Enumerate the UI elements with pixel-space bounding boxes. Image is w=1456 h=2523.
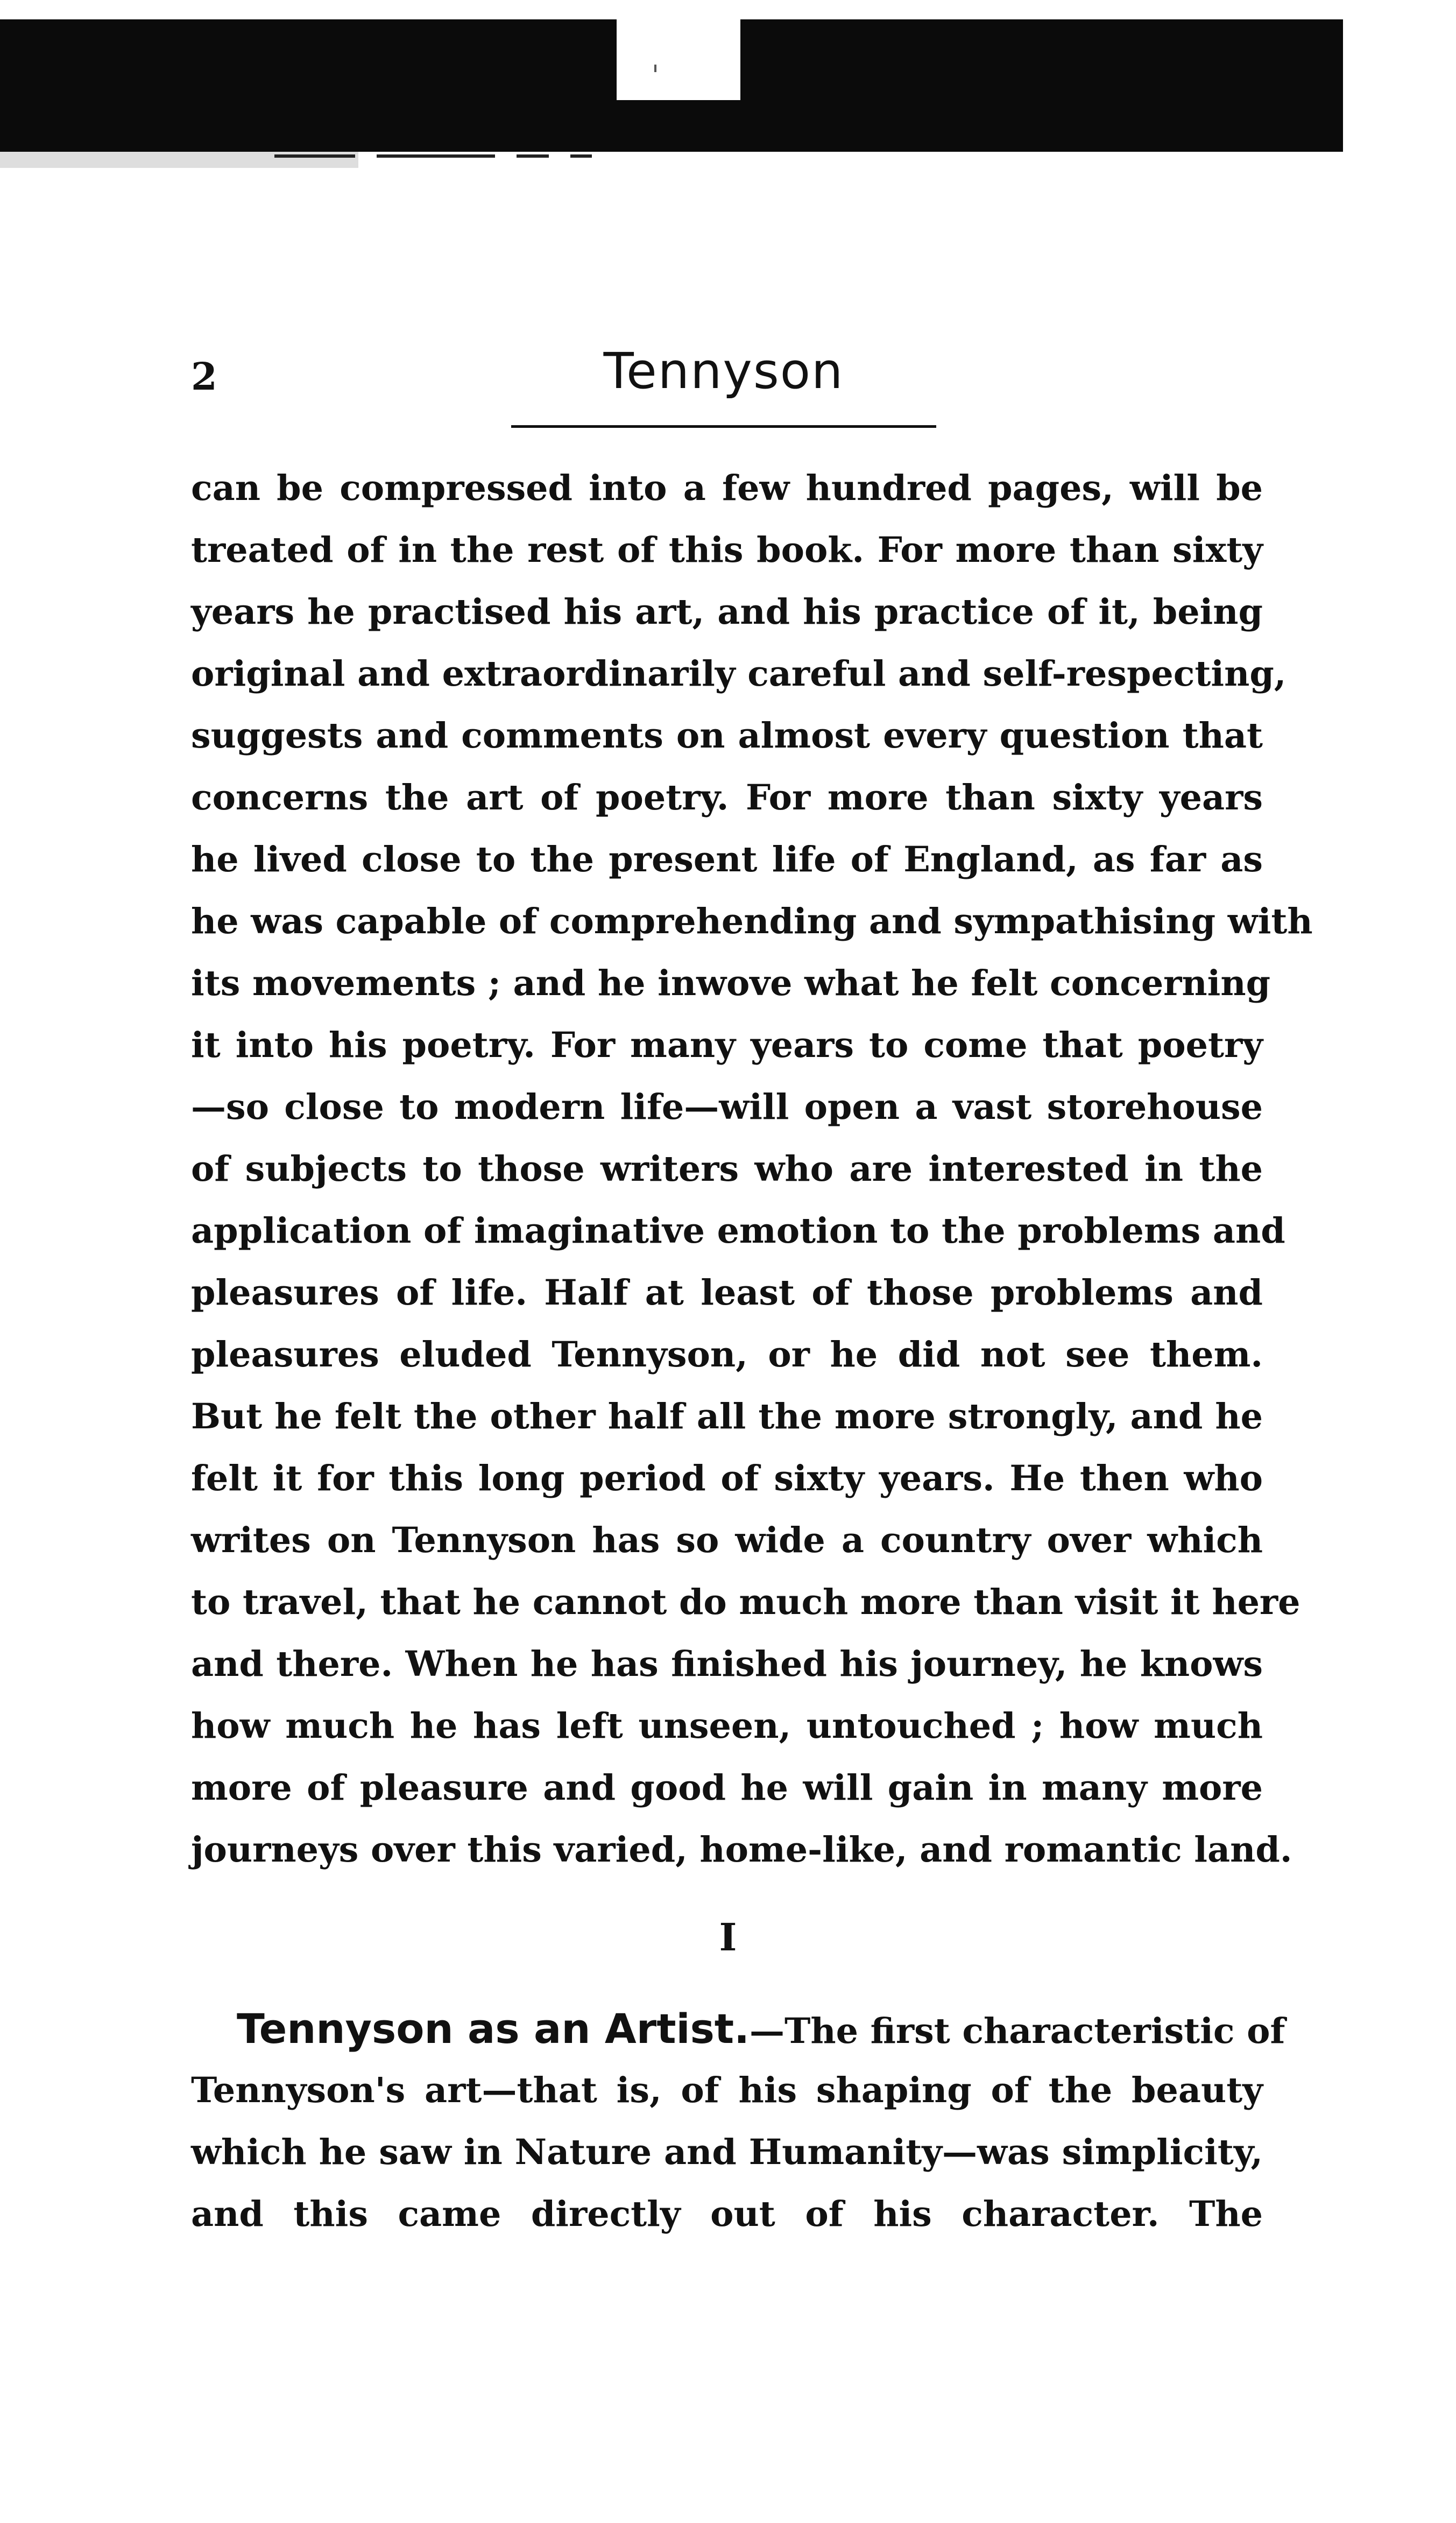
text-line: felt it for this long period of sixty years. He then who — [191, 1458, 1263, 1499]
text-line: can be compressed into a few hundred pages, will be — [191, 468, 1263, 509]
text-line: more of pleasure and good he will gain in many more — [191, 1767, 1263, 1808]
scan-notch-mark — [654, 65, 656, 72]
text-line: Tennyson's art—that is, of his shaping of the beauty — [191, 2070, 1263, 2111]
text-line: its movements ; and he inwove what he felt concerning — [191, 963, 1271, 1004]
running-head — [0, 339, 1456, 414]
text-line: he was capable of comprehending and sympathising with — [191, 901, 1313, 942]
text-line: of subjects to those writers who are interested in the — [191, 1148, 1263, 1189]
section-lead-line — [191, 1998, 1285, 2060]
text-line: —so close to modern life—will open a vast storehouse — [191, 1087, 1263, 1127]
text-line: original and extraordinarily careful and self-respecting, — [191, 653, 1287, 694]
text-line: But he felt the other half all the more strongly, and he — [191, 1396, 1263, 1437]
text-line: concerns the art of poetry. For more than sixty years — [191, 777, 1263, 818]
text-line: pleasures eluded Tennyson, or he did not see them. — [191, 1334, 1263, 1375]
page-number: 2 — [191, 354, 217, 399]
text-line: treated of in the rest of this book. For more than sixty — [191, 530, 1263, 570]
scan-edge-dash — [517, 154, 549, 158]
section-heading: Tennyson as an Artist. — [237, 2005, 750, 2053]
text-line: writes on Tennyson has so wide a country over which — [191, 1520, 1263, 1561]
text-line: application of imaginative emotion to the problems and — [191, 1210, 1285, 1251]
body-paragraph — [191, 457, 1313, 1881]
text-line: suggests and comments on almost every question that — [191, 715, 1263, 756]
text-line: which he saw in Nature and Humanity—was simplicity, — [191, 2132, 1263, 2173]
text-line: how much he has left unseen, untouched ; how much — [191, 1706, 1263, 1746]
text-line: he lived close to the present life of England, as far as — [191, 839, 1263, 880]
scan-edge-dash — [377, 154, 495, 158]
header-rule — [511, 425, 936, 428]
text-line: years he practised his art, and his practice of it, being — [191, 591, 1263, 632]
text-line: it into his poetry. For many years to come that poetry — [191, 1025, 1263, 1066]
scan-edge-dash — [274, 154, 355, 158]
section-paragraph — [191, 1998, 1285, 2245]
text-line: journeys over this varied, home-like, and romantic land. — [191, 1829, 1292, 1870]
text-line: to travel, that he cannot do much more than visit it here — [191, 1582, 1300, 1623]
running-title: Tennyson — [603, 342, 844, 400]
text-line: pleasures of life. Half at least of those problems and — [191, 1272, 1263, 1313]
text-line: and this came directly out of his character. The — [191, 2194, 1263, 2235]
scan-edge-dash — [570, 154, 592, 158]
text-line: and there. When he has finished his journey, he knows — [191, 1644, 1263, 1685]
section-lead-text: —The first characteristic of — [750, 2011, 1285, 2052]
section-numeral: I — [719, 1915, 737, 1960]
scan-notch — [617, 19, 740, 100]
